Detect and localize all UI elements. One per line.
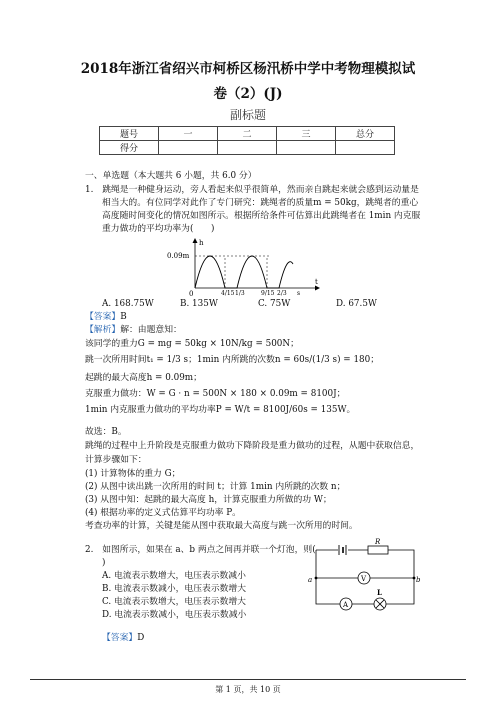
analysis-line: 该同学的重力G = mg = 50kg × 10N/kg = 500N；	[85, 339, 299, 349]
score-cell: 三	[277, 127, 336, 141]
graph-y-label: h	[199, 239, 204, 247]
graph-tick: 9/15	[261, 290, 275, 297]
q1-text-line: 高度随时间变化的情况如图所示。根据所给条件可估算出此跳绳者在 1min 内克服	[102, 211, 421, 221]
analysis-line: 跳绳的过程中上升阶段是克服重力做功下降阶段是重力做功的过程，从题中获取信息，	[85, 441, 420, 451]
circuit-diagram	[308, 538, 421, 612]
lamp-label: L	[377, 588, 382, 597]
q2-answer	[102, 632, 144, 644]
analysis-line: 考查功率的计算，关键是能从图中获取最大高度与跳一次所用的时间。	[85, 521, 358, 531]
q2-option-a: A. 电流表示数增大，电压表示数减小	[102, 571, 246, 581]
q1-answer	[85, 311, 127, 323]
document-title-line1: 2018年浙江省绍兴市柯桥区杨汛桥中学中考物理模拟试	[80, 61, 416, 77]
q1-text-line: 重力做功的平均功率为( )	[102, 224, 215, 234]
score-cell	[218, 141, 277, 155]
graph-curve	[195, 256, 293, 288]
q2-text-line: )	[102, 558, 106, 568]
score-cell	[277, 141, 336, 155]
graph-origin: 0	[189, 290, 194, 298]
score-cell: 一	[159, 127, 218, 141]
document-title-line2: 卷（2）(J)	[213, 86, 283, 102]
score-table-score-row	[100, 141, 395, 155]
height-time-graph	[165, 236, 325, 298]
analysis-line: 1min 内克服重力做功的平均功率P = W/t = 8100J/60s = 135W。	[85, 405, 356, 415]
graph-x-label: t	[315, 278, 318, 286]
voltmeter-label: V	[361, 575, 367, 583]
analysis-line: 起跳的最大高度h = 0.09m；	[85, 373, 202, 383]
score-cell: 得分	[100, 141, 159, 155]
analysis-line: (1) 计算物体的重力 G；	[85, 469, 181, 479]
page-footer: 第 1 页，共 10 页	[215, 685, 281, 694]
answer-tag: 【答案】	[85, 312, 121, 322]
graph-y-value: 0.09m	[167, 252, 190, 260]
q2-option-b: B. 电流表示数减小，电压表示数增大	[102, 584, 247, 594]
q1-option-d: D. 67.5W	[336, 299, 377, 309]
q1-text-line: 1. 跳绳是一种健身运动，旁人看起来似乎很简单，然而亲自跳起来就会感到运动量是	[85, 185, 419, 195]
q1-analysis-start	[85, 324, 182, 336]
footer-divider	[30, 679, 466, 680]
resistor-label: R	[375, 538, 381, 546]
analysis-line: (3) 从图中知：起跳的最大高度 h，计算克服重力所做的功 W；	[85, 495, 332, 505]
graph-tick: 2/3	[277, 290, 287, 297]
resistor-icon	[368, 546, 388, 554]
graph-tick: 1/3	[235, 290, 245, 297]
analysis-tag: 【解析】	[85, 325, 121, 335]
graph-unit: s	[297, 290, 301, 297]
answer-value: D	[137, 633, 145, 643]
q1-option-c: C. 75W	[258, 299, 291, 309]
graph-tick: 4/15	[221, 290, 235, 297]
analysis-line: 跳一次所用时间t₁ = 1/3 s；1min 内所跳的次数n = 60s/(1/3 s) = 180；	[85, 355, 380, 365]
node-b-dot	[413, 577, 416, 580]
node-b-label: b	[416, 576, 421, 584]
score-cell	[159, 141, 218, 155]
graph-y-arrow	[193, 238, 198, 243]
node-a-label: a	[308, 576, 313, 584]
document-subtitle: 副标题	[229, 108, 266, 122]
analysis-line: 克服重力做功：W = G · n = 500N × 180 × 0.09m = 8100J；	[85, 389, 346, 399]
q1-text-line: 相当大的。有位同学对此作了专门研究：跳绳者的质量m = 50kg，跳绳者的重心	[102, 198, 419, 208]
q1-option-b: B. 135W	[180, 299, 218, 309]
q2-option-c: C. 电流表示数增大，电压表示数增大	[102, 597, 246, 607]
score-cell: 二	[218, 127, 277, 141]
answer-value: B	[120, 312, 127, 322]
score-cell: 题号	[100, 127, 159, 141]
score-table-header-row	[100, 127, 395, 141]
node-a-dot	[315, 577, 318, 580]
q2-text-line: 2. 如图所示，如果在 a、b 两点之间再并联一个灯泡，则(	[85, 545, 316, 555]
analysis-line: 解：由题意知：	[120, 325, 182, 335]
q2-option-d: D. 电流表示数减小，电压表示数减小	[102, 610, 247, 620]
analysis-line: 计算步骤如下：	[85, 455, 147, 465]
score-table	[99, 126, 395, 155]
answer-tag: 【答案】	[102, 633, 138, 643]
analysis-line: (4) 根据功率的定义式估算平均功率 P。	[85, 508, 241, 518]
score-cell: 总分	[336, 127, 395, 141]
score-cell	[336, 141, 395, 155]
analysis-line: 故选：B。	[85, 427, 127, 437]
ammeter-label: A	[343, 601, 349, 609]
q1-option-a: A. 168.75W	[102, 299, 154, 309]
section-heading: 一、单选题（本大题共 6 小题，共 6.0 分）	[85, 171, 257, 181]
analysis-line: (2) 从图中读出跳一次所用的时间 t；计算 1min 内所跳的次数 n；	[85, 482, 346, 492]
graph-x-arrow	[315, 286, 320, 291]
